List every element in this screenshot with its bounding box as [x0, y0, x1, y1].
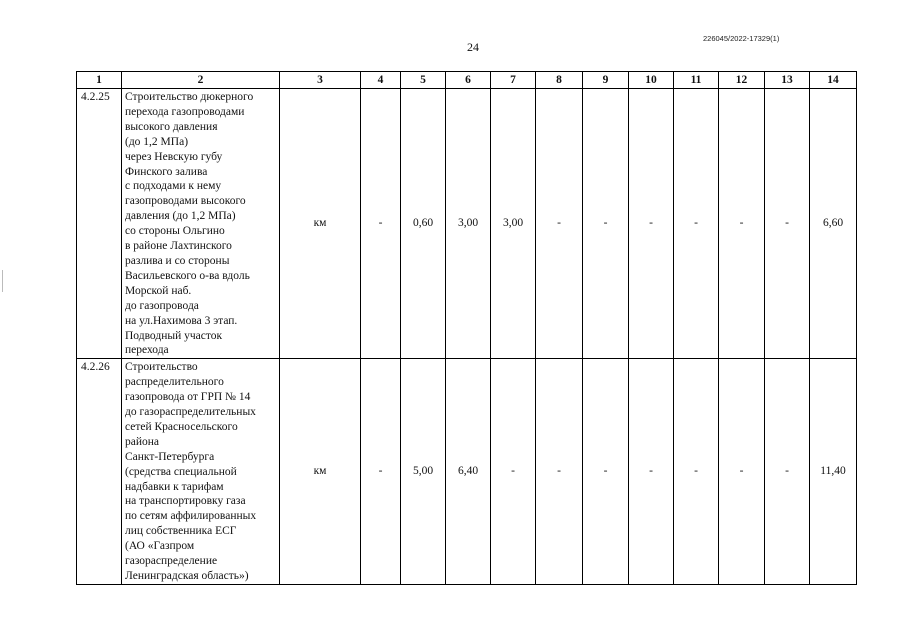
- description-line: района: [125, 435, 160, 448]
- description-line: сетей Красносельского: [125, 420, 238, 433]
- value-cell: -: [491, 359, 536, 585]
- table-row: [77, 359, 857, 585]
- description-line: разлива и со стороны: [125, 254, 230, 267]
- description-line: газопровода от ГРП № 14: [125, 391, 251, 404]
- column-header: 1: [77, 72, 122, 89]
- unit-cell: км: [280, 359, 361, 585]
- description-line: перехода газопроводами: [125, 105, 245, 118]
- column-header: 8: [536, 72, 583, 89]
- description-line: газораспределение: [125, 555, 218, 568]
- value-cell: -: [536, 89, 583, 359]
- value-cell: -: [674, 89, 719, 359]
- description-line: лиц собственника ЕСГ: [125, 525, 237, 538]
- column-header: 7: [491, 72, 536, 89]
- value-cell: 0,60: [401, 89, 446, 359]
- row-description: [122, 89, 280, 359]
- value-cell: -: [583, 89, 629, 359]
- column-header: 10: [629, 72, 674, 89]
- value-cell: -: [765, 89, 810, 359]
- document-id: 226045/2022-17329(1): [703, 34, 780, 43]
- description-line: через Невскую губу: [125, 150, 223, 163]
- value-cell: 6,40: [446, 359, 491, 585]
- value-cell: -: [629, 89, 674, 359]
- value-cell: -: [361, 89, 401, 359]
- column-header: 5: [401, 72, 446, 89]
- column-header: 13: [765, 72, 810, 89]
- column-header: 4: [361, 72, 401, 89]
- value-cell: 3,00: [491, 89, 536, 359]
- data-table: [76, 71, 857, 585]
- column-header: 11: [674, 72, 719, 89]
- description-line: Морской наб.: [125, 284, 192, 297]
- column-header: 9: [583, 72, 629, 89]
- description-line: со стороны Ольгино: [125, 225, 225, 238]
- description-line: с подходами к нему: [125, 180, 222, 193]
- description-line: распределительного: [125, 376, 224, 389]
- row-code: 4.2.26: [77, 359, 122, 585]
- value-cell: -: [629, 359, 674, 585]
- value-cell: -: [536, 359, 583, 585]
- row-code: 4.2.25: [77, 89, 122, 359]
- column-header: 6: [446, 72, 491, 89]
- description-line: Ленинградская область»): [125, 570, 249, 582]
- description-line: (до 1,2 МПа): [125, 135, 189, 148]
- row-description: [122, 359, 280, 585]
- description-line: Финского залива: [125, 165, 208, 178]
- description-line: Подводный участок: [125, 329, 223, 342]
- description-line: Васильевского о-ва вдоль: [125, 269, 250, 282]
- description-line: Строительство: [125, 361, 198, 374]
- description-line: до газораспределительных: [125, 406, 256, 419]
- description-line: (АО «Газпром: [125, 540, 195, 553]
- total-cell: 6,60: [810, 89, 857, 359]
- value-cell: 3,00: [446, 89, 491, 359]
- margin-mark: [2, 270, 3, 292]
- value-cell: -: [674, 359, 719, 585]
- description-line: Санкт-Петербурга: [125, 450, 215, 463]
- description-line: газопроводами высокого: [125, 195, 246, 208]
- total-cell: 11,40: [810, 359, 857, 585]
- description-line: Строительство дюкерного: [125, 91, 254, 103]
- unit-cell: км: [280, 89, 361, 359]
- description-line: на транспортировку газа: [125, 495, 246, 508]
- column-header: 14: [810, 72, 857, 89]
- description-line: по сетям аффилированных: [125, 510, 257, 523]
- description-line: давления (до 1,2 МПа): [125, 210, 236, 223]
- description-line: в районе Лахтинского: [125, 240, 232, 253]
- value-cell: -: [583, 359, 629, 585]
- value-cell: -: [765, 359, 810, 585]
- value-cell: -: [719, 359, 765, 585]
- page-number: 24: [467, 40, 479, 54]
- value-cell: -: [719, 89, 765, 359]
- description-line: высокого давления: [125, 120, 218, 133]
- value-cell: 5,00: [401, 359, 446, 585]
- table-row: [77, 89, 857, 359]
- description-line: надбавки к тарифам: [125, 480, 224, 493]
- column-header: 2: [122, 72, 280, 89]
- description-line: до газопровода: [125, 299, 199, 312]
- column-header: 3: [280, 72, 361, 89]
- column-header: 12: [719, 72, 765, 89]
- header-row: [77, 72, 857, 89]
- description-line: (средства специальной: [125, 465, 237, 478]
- value-cell: -: [361, 359, 401, 585]
- description-line: на ул.Нахимова 3 этап.: [125, 314, 238, 327]
- description-line: перехода: [125, 344, 169, 357]
